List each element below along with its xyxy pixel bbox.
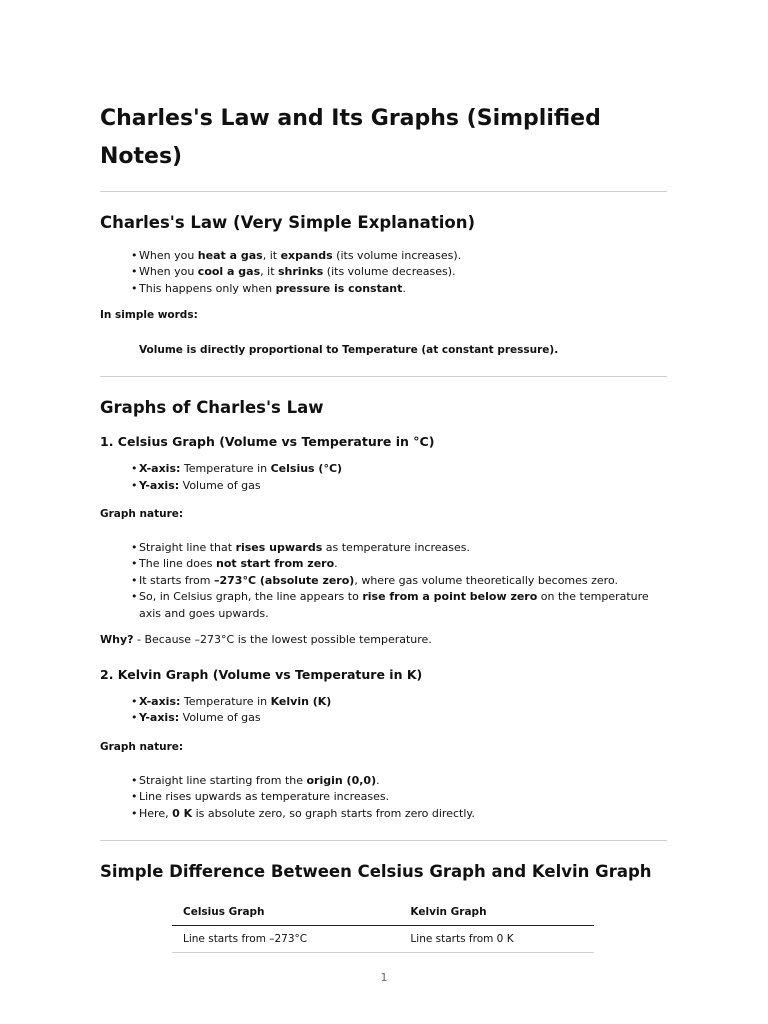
text-run: , it: [262, 249, 281, 262]
text-run: The line does: [139, 557, 217, 571]
bullet-item: [131, 589, 667, 622]
table-header-row: [172, 901, 594, 926]
bold-text: Y-axis:: [139, 711, 180, 725]
section-heading-charles-law: Charles's Law (Very Simple Explanation): [100, 213, 475, 232]
bold-text: origin (0,0): [306, 773, 377, 787]
text-run: Line rises upwards as temperature increases.: [139, 790, 390, 804]
text-run: (its volume increases).: [332, 249, 462, 262]
bold-text: Celsius (°C): [270, 462, 343, 476]
column-header: Kelvin Graph: [399, 901, 594, 926]
bold-text: shrinks: [278, 265, 324, 279]
simple-words-statement: Volume is directly proportional to Temperature (at constant pressure).: [139, 344, 559, 357]
subheading-celsius-graph: 1. Celsius Graph (Volume vs Temperature in °C): [100, 434, 435, 450]
text-run: Volume of gas: [179, 478, 261, 492]
text-run: , where gas volume theoretically becomes zero.: [354, 573, 619, 587]
bullet-list: [100, 248, 667, 297]
bullet-item: [131, 773, 667, 789]
table-row: [172, 926, 594, 953]
text-run: , it: [260, 265, 278, 279]
bullet-item: [131, 573, 667, 589]
text-run: .: [334, 557, 338, 571]
text-run: on the temperature axis and goes upwards.: [139, 590, 649, 620]
bold-text: pressure is constant: [275, 281, 403, 295]
bullet-list: [100, 540, 667, 622]
bullet-item: [131, 694, 667, 710]
bold-text: expands: [280, 249, 333, 262]
comparison-table: [172, 901, 594, 953]
bold-text: 0 K: [172, 806, 193, 820]
bold-text: cool a gas: [197, 265, 261, 279]
text-run: Here,: [139, 806, 173, 820]
bold-text: not start from zero: [216, 557, 335, 571]
graph-nature-label: Graph nature:: [100, 508, 184, 521]
divider: [100, 376, 667, 377]
text-run: When you: [139, 249, 198, 262]
bullet-item: [131, 248, 667, 264]
table-cell: Line starts from 0 K: [399, 926, 594, 953]
bullet-list: [100, 461, 667, 494]
page-title: Charles's Law and Its Graphs (Simplified Notes): [100, 106, 601, 169]
bullet-item: [131, 789, 667, 805]
bullet-item: [131, 264, 667, 280]
text-run: This happens only when: [139, 281, 276, 295]
bullet-list: [100, 694, 667, 727]
bullet-item: [131, 478, 667, 494]
bold-text: Why?: [100, 633, 134, 647]
bullet-list: [100, 773, 667, 822]
section-heading-difference: Simple Difference Between Celsius Graph and Kelvin Graph: [100, 862, 652, 882]
subheading-kelvin-graph: 2. Kelvin Graph (Volume vs Temperature in K): [100, 667, 423, 683]
text-run: .: [402, 281, 406, 295]
text-run: When you: [139, 265, 198, 279]
table-cell: Line starts from –273°C: [172, 926, 399, 953]
bold-text: X-axis:: [139, 695, 181, 709]
bold-text: heat a gas: [197, 249, 263, 262]
text-run: Temperature in: [180, 695, 271, 709]
bullet-item: [131, 461, 667, 477]
text-run: Straight line starting from the: [139, 773, 307, 787]
bullet-item: [131, 281, 667, 297]
why-note: [100, 632, 667, 648]
bold-text: X-axis:: [139, 462, 181, 476]
bold-text: rise from a point below zero: [362, 590, 538, 604]
text-run: So, in Celsius graph, the line appears to: [139, 590, 363, 604]
text-run: is absolute zero, so graph starts from zero directly.: [192, 806, 475, 820]
bullet-item: [131, 710, 667, 726]
graph-nature-label: Graph nature:: [100, 740, 184, 753]
divider: [100, 191, 667, 192]
text-run: .: [376, 773, 380, 787]
text-run: Temperature in: [180, 462, 271, 476]
text-run: Straight line that: [139, 541, 236, 555]
bold-text: rises upwards: [235, 541, 323, 555]
column-header: Celsius Graph: [172, 901, 399, 926]
text-run: It starts from: [139, 573, 214, 587]
bold-text: Y-axis:: [139, 478, 180, 492]
bullet-item: [131, 806, 667, 822]
page-number: 1: [380, 971, 388, 984]
simple-words-label: In simple words:: [100, 309, 198, 322]
bullet-item: [131, 540, 667, 556]
bold-text: Kelvin (K): [270, 695, 332, 709]
page-content: [100, 100, 667, 953]
divider: [100, 840, 667, 841]
text-run: (its volume decreases).: [323, 265, 456, 279]
text-run: - Because –273°C is the lowest possible temperature.: [133, 633, 432, 647]
section-heading-graphs: Graphs of Charles's Law: [100, 398, 324, 418]
text-run: as temperature increases.: [322, 541, 470, 555]
bullet-item: [131, 556, 667, 572]
bold-text: –273°C (absolute zero): [214, 573, 355, 587]
text-run: Volume of gas: [179, 711, 261, 725]
